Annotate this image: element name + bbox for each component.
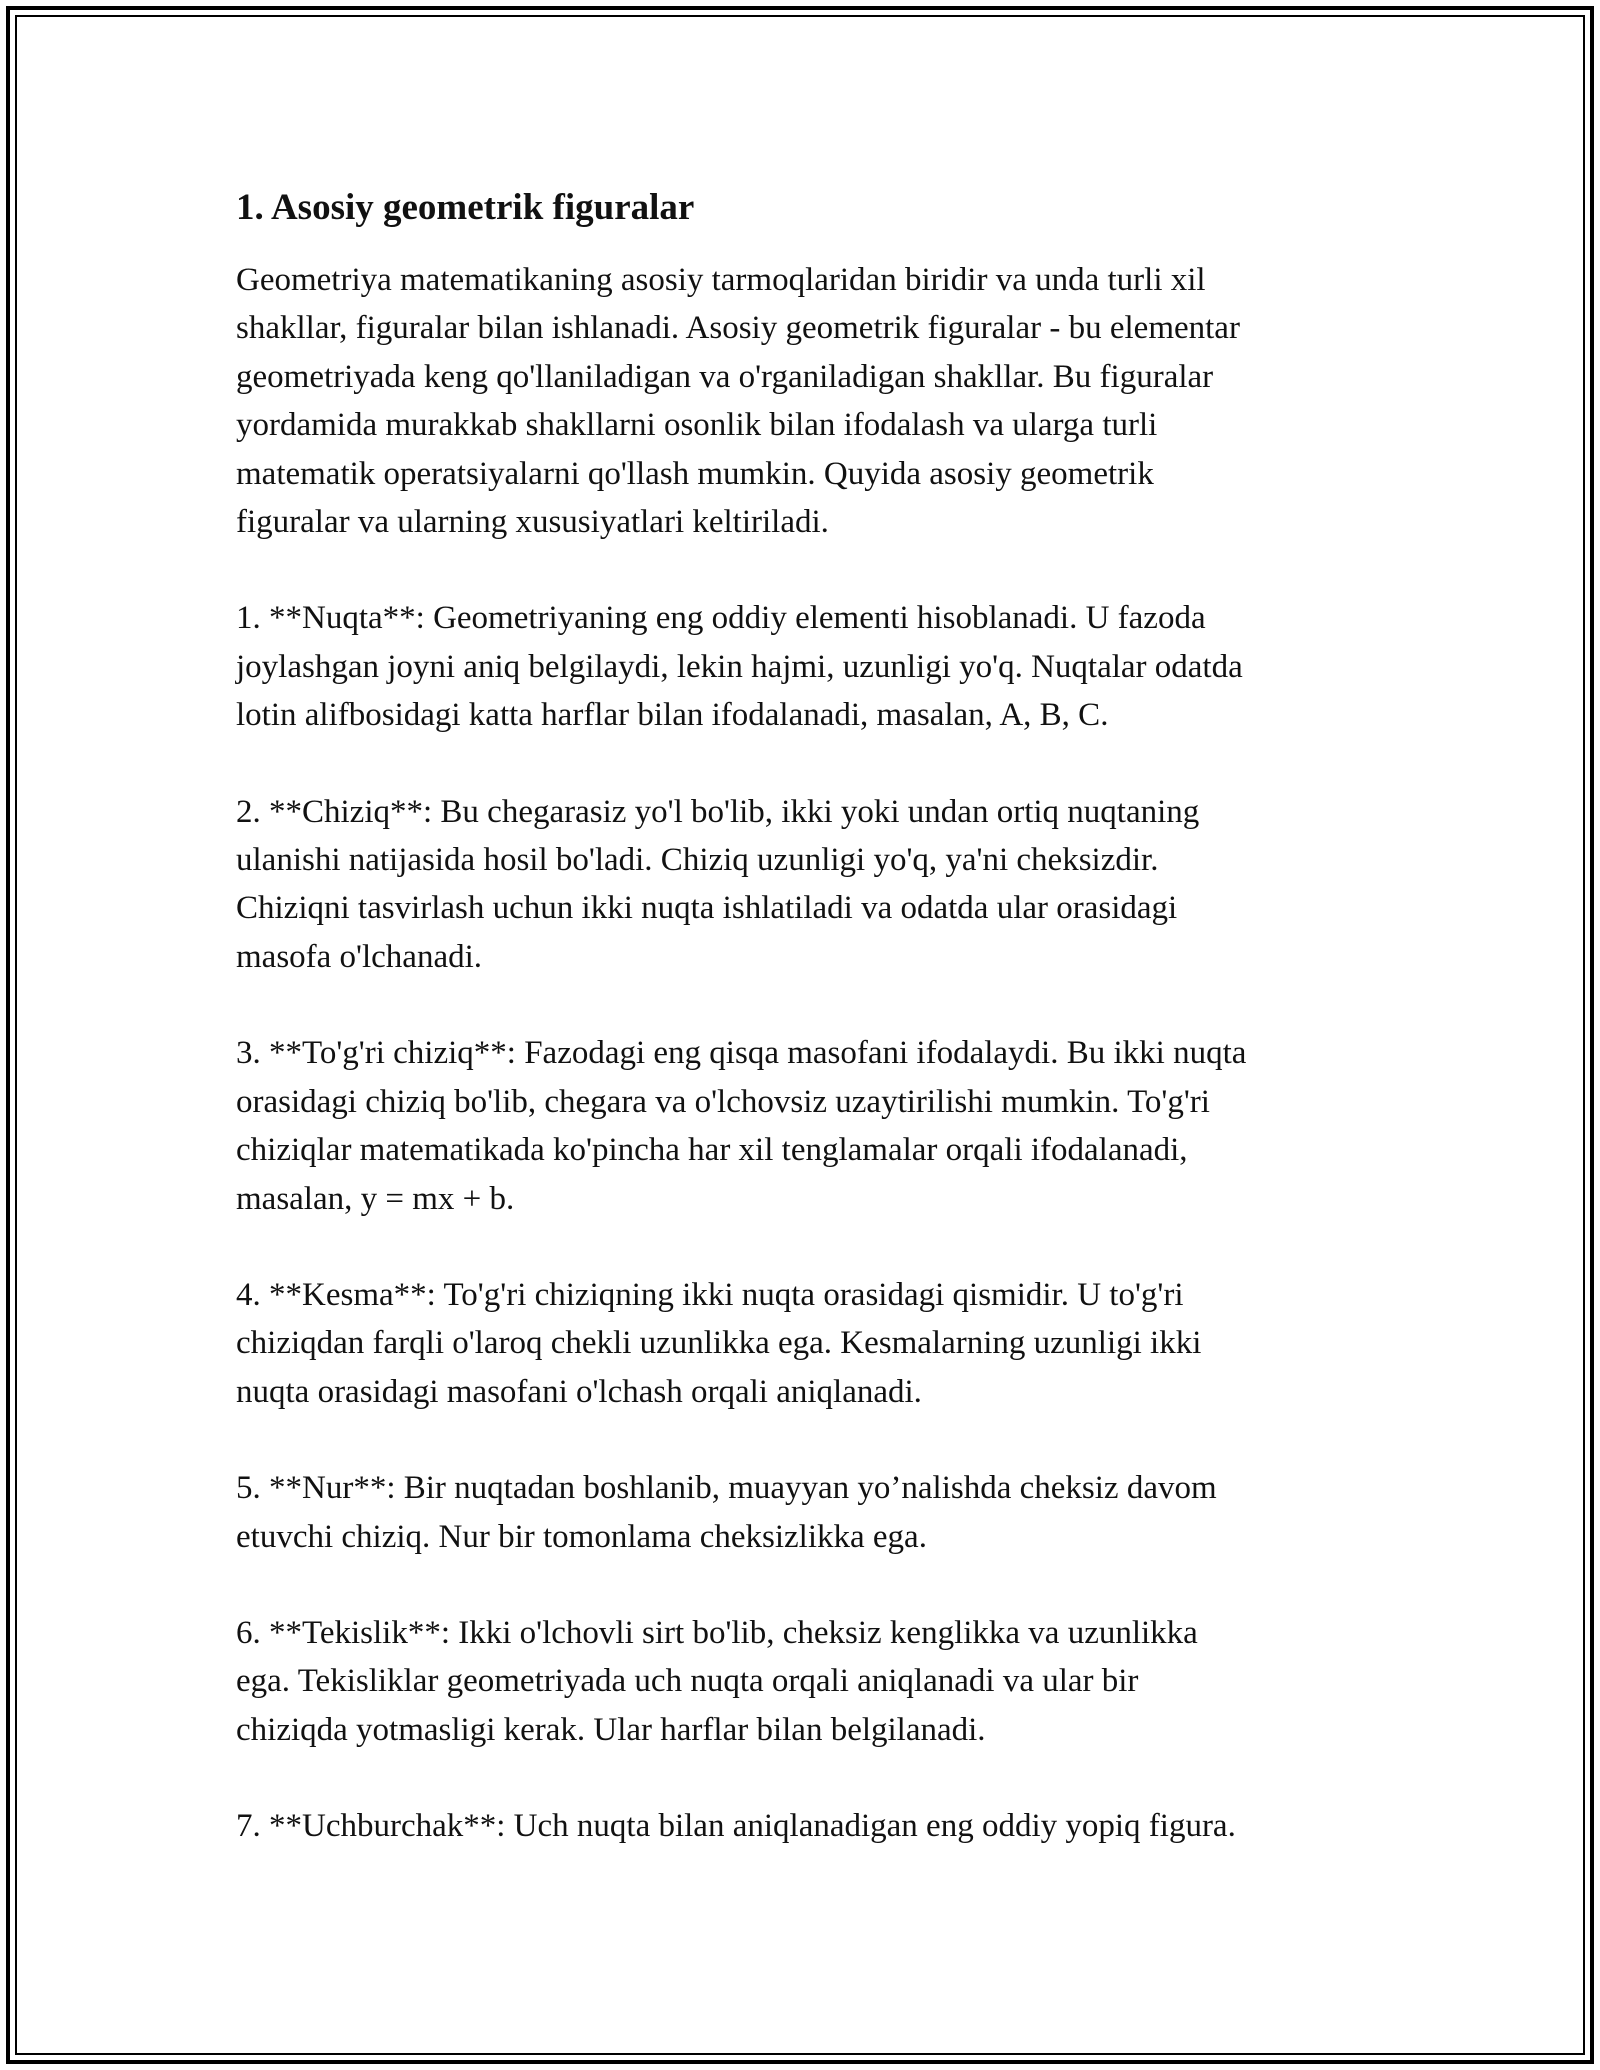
paragraph-nuqta: 1. **Nuqta**: Geometriyaning eng oddiy elementi hisoblanadi. U fazoda joylashgan joyni aniq belgilaydi, lekin hajmi, uzunligi yo'q. Nuqtalar odatda lotin alifbosidagi katta harflar bilan ifodalanadi, masalan, A, B, C.	[236, 600, 1243, 734]
document-body	[236, 184, 1376, 1899]
intro-paragraph: Geometriya matematikaning asosiy tarmoqlaridan biridir va unda turli xil shakllar, figuralar bilan ishlanadi. Asosiy geometrik figuralar - bu elementar geometriyada keng qo'llaniladigan va o'rganiladigan shakllar. Bu figuralar yordamida murakkab shakllarni osonlik bilan ifodalash va ularga turli matematik operatsiyalarni qo'llash mumkin. Quyida asosiy geometrik figuralar va ularning xususiyatlari keltiriladi.	[236, 262, 1240, 541]
paragraph-tekislik: 6. **Tekislik**: Ikki o'lchovli sirt bo'lib, cheksiz kenglikka va uzunlikka ega. Tekisliklar geometriyada uch nuqta orqali aniqlanadi va ular bir chiziqda yotmasligi kerak. Ular harflar bilan belgilanadi.	[236, 1614, 1198, 1748]
page-title: 1. Asosiy geometrik figuralar	[236, 187, 695, 228]
paragraph-nur: 5. **Nur**: Bir nuqtadan boshlanib, muayyan yo’nalishda cheksiz davom etuvchi chiziq. Nur bir tomonlama cheksizlikka ega.	[236, 1470, 1217, 1555]
paragraph-uchburchak: 7. **Uchburchak**: Uch nuqta bilan aniqlanadigan eng oddiy yopiq figura.	[236, 1808, 1236, 1845]
paragraph-togri-chiziq: 3. **To'g'ri chiziq**: Fazodagi eng qisqa masofani ifodalaydi. Bu ikki nuqta orasidagi chiziq bo'lib, chegara va o'lchovsiz uzaytirilishi mumkin. To'g'ri chiziqlar matematikada ko'pincha har xil tenglamalar orqali ifodalanadi, masalan, y = mx + b.	[236, 1035, 1247, 1217]
paragraph-chiziq: 2. **Chiziq**: Bu chegarasiz yo'l bo'lib, ikki yoki undan ortiq nuqtaning ulanishi natijasida hosil bo'ladi. Chiziq uzunligi yo'q, ya'ni cheksizdir. Chiziqni tasvirlash uchun ikki nuqta ishlatiladi va odatda ular orasidagi masofa o'lchanadi.	[236, 793, 1200, 975]
paragraph-kesma: 4. **Kesma**: To'g'ri chiziqning ikki nuqta orasidagi qismidir. U to'g'ri chiziqdan farqli o'laroq chekli uzunlikka ega. Kesmalarning uzunligi ikki nuqta orasidagi masofani o'lchash orqali aniqlanadi.	[236, 1276, 1202, 1410]
